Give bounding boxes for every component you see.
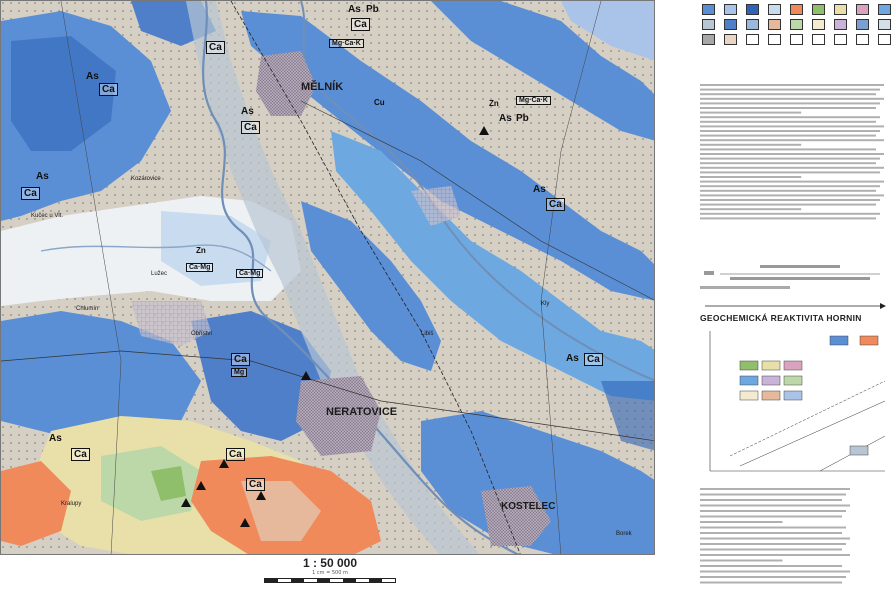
element-symbol: Ca [99,83,118,96]
text-line [700,204,876,206]
village-label: Libiš [421,331,434,337]
text-line [700,516,842,518]
element-symbol: Cu [374,98,385,107]
element-symbol: Mg·Ca·K [516,96,551,105]
legend-swatch [834,19,847,30]
text-line [700,162,876,164]
legend-swatch [812,4,825,15]
legend-swatch [856,19,869,30]
text-line [700,532,842,534]
town-label-melnik: MĚLNÍK [301,81,344,93]
element-symbol: Mg [231,368,247,377]
legend-swatch [790,19,803,30]
text-line [700,208,801,210]
village-label: Kly [541,301,550,307]
element-symbol: Ca [584,353,603,366]
element-symbol: Pb [366,4,379,15]
text-line [700,554,850,556]
legend-swatch [878,34,891,45]
element-symbol: As [49,433,62,444]
diagram-cell [762,376,780,385]
town-label-neratovice: NERATOVICE [326,406,398,418]
legend-notes [700,488,886,600]
legend-swatch [834,34,847,45]
element-symbol: Pb [516,113,529,124]
diagram-title: GEOCHEMICKÁ REAKTIVITA HORNIN [700,313,862,323]
text-line [700,176,801,178]
legend-swatch [878,4,891,15]
text-line [700,116,880,118]
town-label-kostelec: KOSTELEC [501,501,556,512]
legend-swatch [790,34,803,45]
text-line [700,181,884,183]
text-line [700,98,884,100]
scale-ratio: 1 : 50 000 [302,556,358,570]
text-line [700,135,876,137]
legend-swatch [702,4,715,15]
text-line [700,560,783,562]
element-symbol: Ca [351,18,370,31]
text-line [700,505,850,507]
diagram-cell [830,336,848,345]
village-label: Kralupy [61,501,82,507]
text-line [700,130,880,132]
legend-swatch [812,34,825,45]
element-symbol: Ca [21,187,40,200]
text-line [700,494,846,496]
element-symbol: Ca·Mg [236,269,263,278]
text-line [700,148,876,150]
element-symbol: As [241,106,254,117]
text-line [700,571,850,573]
text-line [700,213,880,215]
element-symbol: Ca [231,353,250,366]
element-symbol: Ca [71,448,90,461]
reactivity-diagram [700,326,890,476]
element-symbol: Zn [489,99,499,108]
text-line [700,93,876,95]
diagram-cell [860,336,878,345]
legend-swatch [768,34,781,45]
text-line [700,167,884,169]
legend-swatch [724,19,737,30]
text-line [700,107,876,109]
text-line [700,543,846,545]
diagram-cell [784,376,802,385]
legend-swatch [812,19,825,30]
text-line [700,112,801,114]
village-label: Obříství [191,331,213,337]
text-line [700,488,850,490]
village-label: Kučec u Vlt. [31,213,64,219]
text-line [700,199,880,201]
legend-panel [662,0,892,600]
text-line [700,139,884,141]
element-symbol: Ca [226,448,245,461]
element-symbol: As [499,113,512,124]
legend-swatch [724,4,737,15]
element-symbol: As [86,71,99,82]
village-label: Chlumín [76,306,99,312]
text-line [700,171,880,173]
legend-swatch [746,4,759,15]
legend-swatch [856,34,869,45]
element-symbol: Mg·Ca·K [329,39,364,48]
text-line [700,499,842,501]
text-line [700,527,846,529]
element-symbol: As [533,184,546,195]
legend-text-block [700,84,886,224]
element-symbol: Ca [546,198,565,211]
legend-swatch [746,19,759,30]
text-line [700,549,842,551]
text-line [700,89,880,91]
text-line [700,217,876,219]
diagram-cell [784,391,802,400]
element-symbol: Ca [241,121,260,134]
legend-swatch [746,34,759,45]
element-symbol: Ca [206,41,225,54]
diagram-cell [784,361,802,370]
scale-sub: 1 cm = 500 m [312,570,348,576]
scale-bar [264,578,396,583]
diagram-cell [850,446,868,455]
element-symbol: Ca [246,478,265,491]
text-line [700,565,842,567]
text-line [700,582,842,584]
text-line [700,576,846,578]
legend-swatch [834,4,847,15]
text-line [700,153,884,155]
diagram-cell [740,376,758,385]
text-line [700,521,783,523]
text-line [700,125,884,127]
village-label: Kozárovice [131,176,161,182]
text-line [700,194,884,196]
element-symbol: As [566,353,579,364]
notes-lines [700,488,850,584]
legend-swatch [768,19,781,30]
legend-swatch [878,19,891,30]
text-line [700,190,876,192]
element-symbol: Ca·Mg [186,263,213,272]
reactivity-arrow [700,300,890,312]
text-line [700,158,880,160]
legend-swatch [702,34,715,45]
diagram-cell [740,361,758,370]
legend-swatch [856,4,869,15]
formula-block [700,262,886,292]
scale-block [250,556,410,600]
diagram-cell [762,361,780,370]
legend-swatch [790,4,803,15]
legend-swatch [724,34,737,45]
text-line [700,121,876,123]
element-symbol: As [348,4,361,15]
legend-text-lines [700,84,884,219]
text-line [700,538,850,540]
legend-swatch [768,4,781,15]
village-label: Borek [616,531,632,537]
diagram-cells [740,336,878,455]
text-line [700,144,801,146]
village-label: Lužec [151,271,168,277]
text-line [700,84,884,86]
legend-swatch [702,19,715,30]
element-symbol: As [36,171,49,182]
text-line [700,510,846,512]
element-symbol: Zn [196,246,206,255]
text-line [700,102,880,104]
diagram-cell [762,391,780,400]
diagram-cell [740,391,758,400]
text-line [700,185,880,187]
